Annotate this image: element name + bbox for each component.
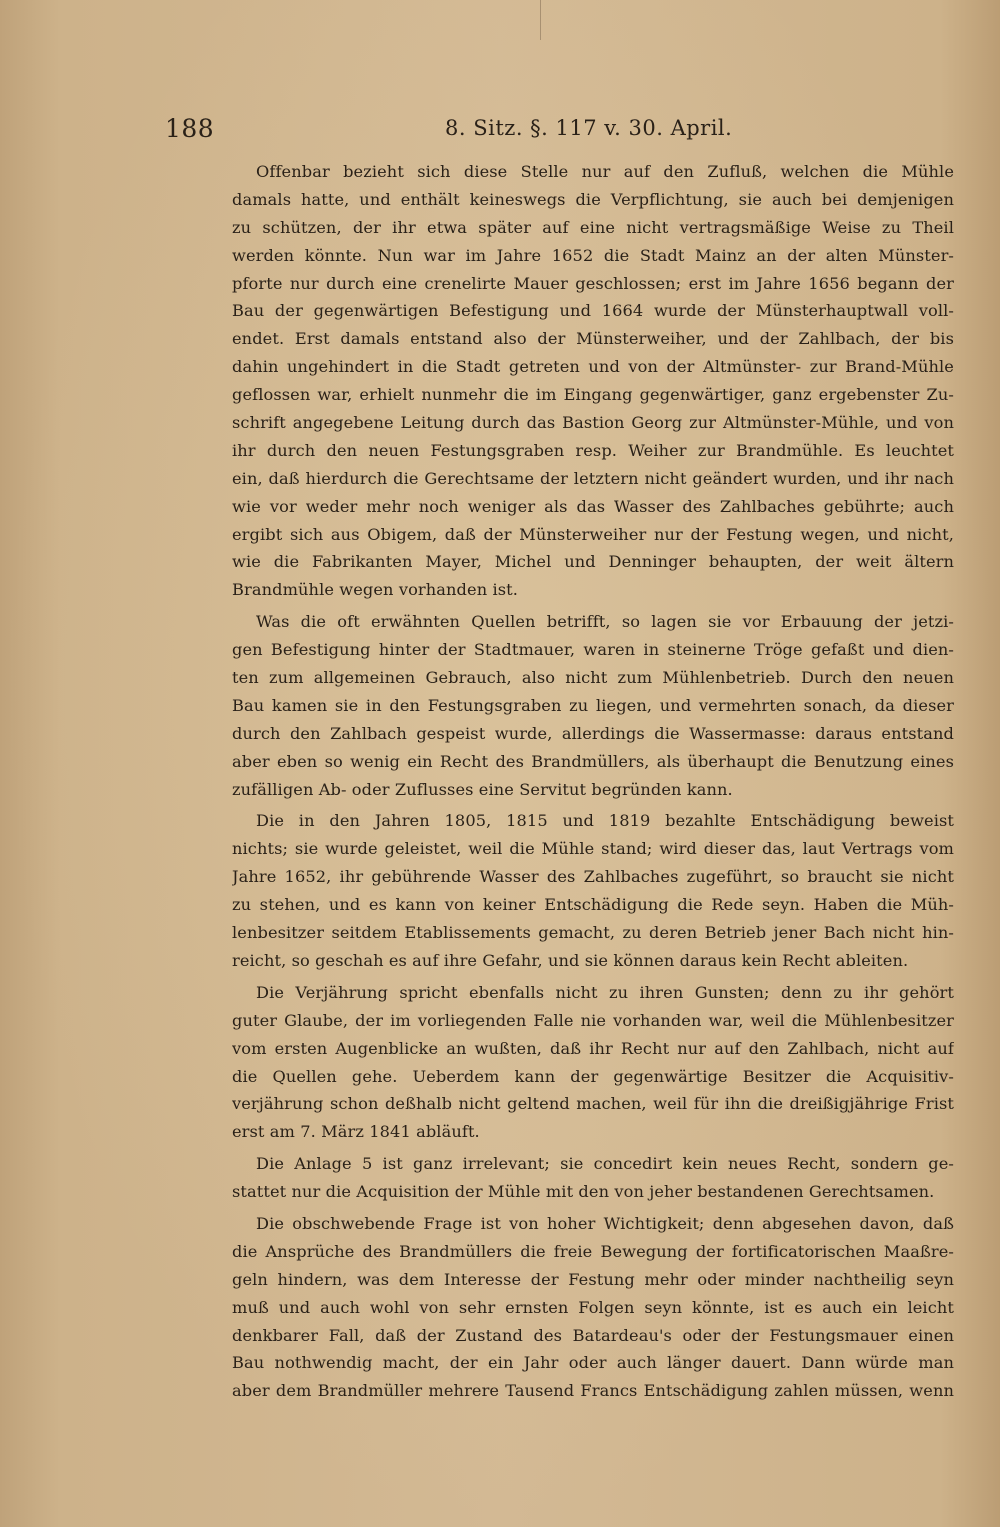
text-line: Die Anlage 5 ist ganz irrelevant; sie concedirt kein neues Recht, sondern ge- <box>256 1154 954 1174</box>
text-line: erst am 7. März 1841 abläuft. <box>232 1122 480 1142</box>
text-line: ergibt sich aus Obigem, daß der Münsterweiher nur der Festung wegen, und nicht, <box>232 524 954 544</box>
text-line: die Quellen gehe. Ueberdem kann der gegenwärtige Besitzer die Acquisitiv- <box>232 1066 954 1086</box>
text-line: guter Glaube, der im vorliegenden Falle nie vorhanden war, weil die Mühlenbesitzer <box>232 1010 954 1030</box>
text-line: lenbesitzer seitdem Etablissements gemacht, zu deren Betrieb jener Bach nicht hin- <box>232 923 954 943</box>
text-line: aber dem Brandmüller mehrere Tausend Francs Entschädigung zahlen müssen, wenn <box>232 1381 954 1401</box>
text-line: verjährung schon deßhalb nicht geltend machen, weil für ihn die dreißigjährige Frist <box>232 1094 954 1114</box>
page-number: 188 <box>165 114 215 143</box>
text-line: Die obschwebende Frage ist von hoher Wichtigkeit; denn abgesehen davon, daß <box>256 1213 954 1233</box>
text-line: Brandmühle wegen vorhanden ist. <box>232 580 519 600</box>
text-line: vom ersten Augenblicke an wußten, daß ihr Recht nur auf den Zahlbach, nicht auf <box>232 1038 954 1058</box>
text-line: zu stehen, und es kann von keiner Entschädigung die Rede seyn. Haben die Müh- <box>232 895 954 915</box>
text-line: Bau der gegenwärtigen Befestigung und 1664 wurde der Münsterhauptwall voll- <box>232 301 954 321</box>
text-line: Offenbar bezieht sich diese Stelle nur auf den Zufluß, welchen die Mühle <box>256 162 954 181</box>
text-line: damals hatte, und enthält keineswegs die Verpflichtung, sie auch bei demjenigen <box>232 189 954 209</box>
text-line: dahin ungehindert in die Stadt getreten und von der Altmünster- zur Brand-Mühle <box>232 357 954 377</box>
text-line: stattet nur die Acquisition der Mühle mit den von jeher bestandenen Gerechtsamen. <box>232 1182 935 1202</box>
paragraph-6 <box>232 1210 954 1405</box>
text-line: Was die oft erwähnten Quellen betrifft, so lagen sie vor Erbauung der jetzi- <box>256 612 954 632</box>
text-line: denkbarer Fall, daß der Zustand des Batardeau's oder der Festungsmauer einen <box>232 1325 954 1345</box>
text-line: muß und auch wohl von sehr ernsten Folgen seyn könnte, ist es auch ein leicht <box>232 1297 954 1317</box>
text-line: endet. Erst damals entstand also der Münsterweiher, und der Zahlbach, der bis <box>232 329 954 349</box>
text-line: Jahre 1652, ihr gebührende Wasser des Zahlbaches zugeführt, so braucht sie nicht <box>232 867 954 887</box>
text-line: wie die Fabrikanten Mayer, Michel und Denninger behaupten, der weit ältern <box>232 552 954 572</box>
text-line: ein, daß hierdurch die Gerechtsame der letztern nicht geändert wurden, und ihr nach <box>232 468 954 488</box>
text-line: zufälligen Ab- oder Zuflusses eine Servitut begründen kann. <box>232 779 733 799</box>
gutter-line <box>540 0 541 40</box>
text-line: werden könnte. Nun war im Jahre 1652 die Stadt Mainz an der alten Münster- <box>232 245 954 265</box>
text-line: schrift angegebene Leitung durch das Bastion Georg zur Altmünster-Mühle, und von <box>232 413 954 433</box>
text-line: pforte nur durch eine crenelirte Mauer geschlossen; erst im Jahre 1656 begann der <box>232 273 954 293</box>
page-header <box>165 114 965 148</box>
text-line: Die Verjährung spricht ebenfalls nicht zu ihren Gunsten; denn zu ihr gehört <box>256 982 954 1002</box>
text-line: ihr durch den neuen Festungsgraben resp. Weiher zur Brandmühle. Es leuchtet <box>232 440 954 460</box>
running-head: 8. Sitz. §. 117 v. 30. April. <box>445 116 733 140</box>
text-line: Bau kamen sie in den Festungsgraben zu liegen, und vermehrten sonach, da dieser <box>232 695 954 715</box>
text-line: ten zum allgemeinen Gebrauch, also nicht zum Mühlenbetrieb. Durch den neuen <box>232 668 954 688</box>
text-line: geln hindern, was dem Interesse der Festung mehr oder minder nachtheilig seyn <box>232 1269 954 1289</box>
text-line: die Ansprüche des Brandmüllers die freie Bewegung der fortificatorischen Maaßre- <box>232 1241 954 1261</box>
text-line: zu schützen, der ihr etwa später auf eine nicht vertragsmäßige Weise zu Theil <box>232 217 954 237</box>
text-line: durch den Zahlbach gespeist wurde, allerdings die Wassermasse: daraus entstand <box>232 723 954 743</box>
text-line: wie vor weder mehr noch weniger als das Wasser des Zahlbaches gebührte; auch <box>232 496 954 516</box>
text-line: Die in den Jahren 1805, 1815 und 1819 bezahlte Entschädigung beweist <box>256 811 954 831</box>
text-line: reicht, so geschah es auf ihre Gefahr, und sie können daraus kein Recht ableiten. <box>232 950 909 970</box>
text-line: geflossen war, erhielt nunmehr die im Eingang gegenwärtiger, ganz ergebenster Zu- <box>232 385 954 405</box>
paragraph-3 <box>232 807 954 974</box>
text-line: nichts; sie wurde geleistet, weil die Mühle stand; wird dieser das, laut Vertrags vom <box>232 839 954 859</box>
paragraph-2 <box>232 608 954 803</box>
paragraph-5 <box>232 1150 954 1206</box>
body-text <box>232 158 954 1405</box>
paragraph-4 <box>232 979 954 1146</box>
text-line: gen Befestigung hinter der Stadtmauer, waren in steinerne Tröge gefaßt und dien- <box>232 640 954 660</box>
paragraph-1 <box>232 158 954 604</box>
text-line: aber eben so wenig ein Recht des Brandmüllers, als überhaupt die Benutzung eines <box>232 751 954 771</box>
text-line: Bau nothwendig macht, der ein Jahr oder auch länger dauert. Dann würde man <box>232 1353 954 1373</box>
